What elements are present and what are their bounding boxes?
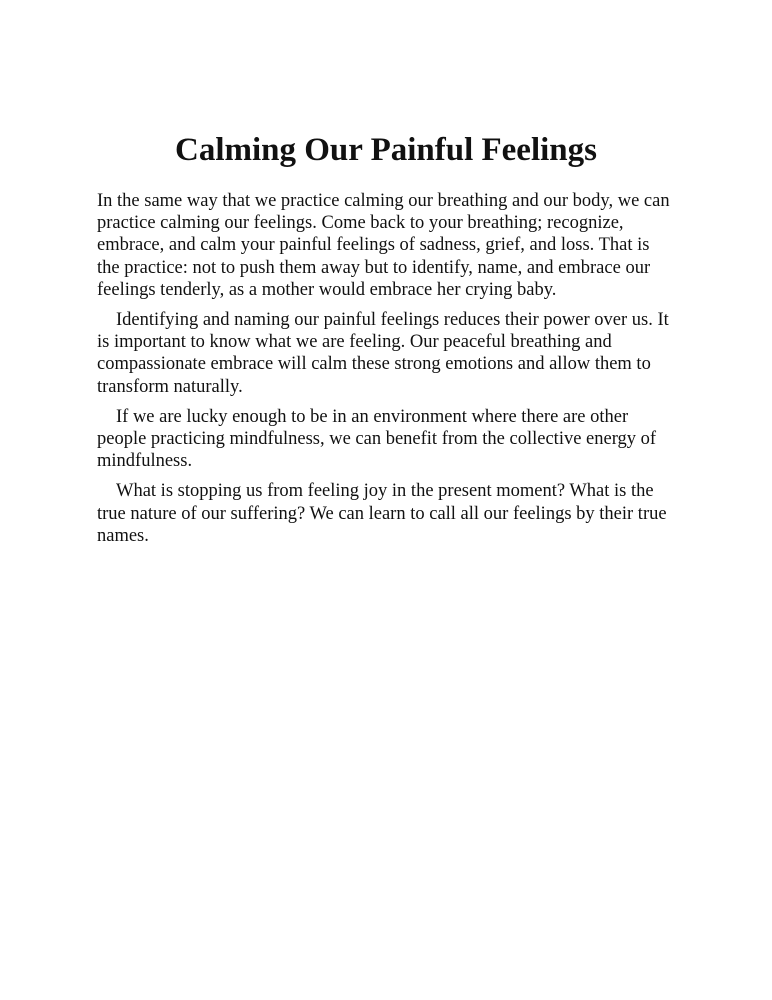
page-title: Calming Our Painful Feelings (174, 132, 597, 168)
document-body (97, 130, 675, 555)
paragraph-3: If we are lucky enough to be in an environment where there are other people practicing mindfulness, we can benefit from the collective energy of mindfulness. (97, 406, 657, 472)
paragraph-1: In the same way that we practice calming our breathing and our body, we can practice calming our feelings. Come back to your breathing; recognize, embrace, and calm your painful feelings of sadness, grief, and loss. That is the practice: not to push them away but to identify, name, and embrace our feelings tenderly, as a mother would embrace her crying baby. (97, 191, 670, 300)
paragraph-4: What is stopping us from feeling joy in the present moment? What is the true nature of our suffering? We can learn to call all our feelings by their true names. (97, 481, 667, 546)
paragraph-2: Identifying and naming our painful feelings reduces their power over us. It is important to know what we are feeling. Our peaceful breathing and compassionate embrace will calm these strong emotions and allow them to transform naturally. (97, 310, 669, 397)
